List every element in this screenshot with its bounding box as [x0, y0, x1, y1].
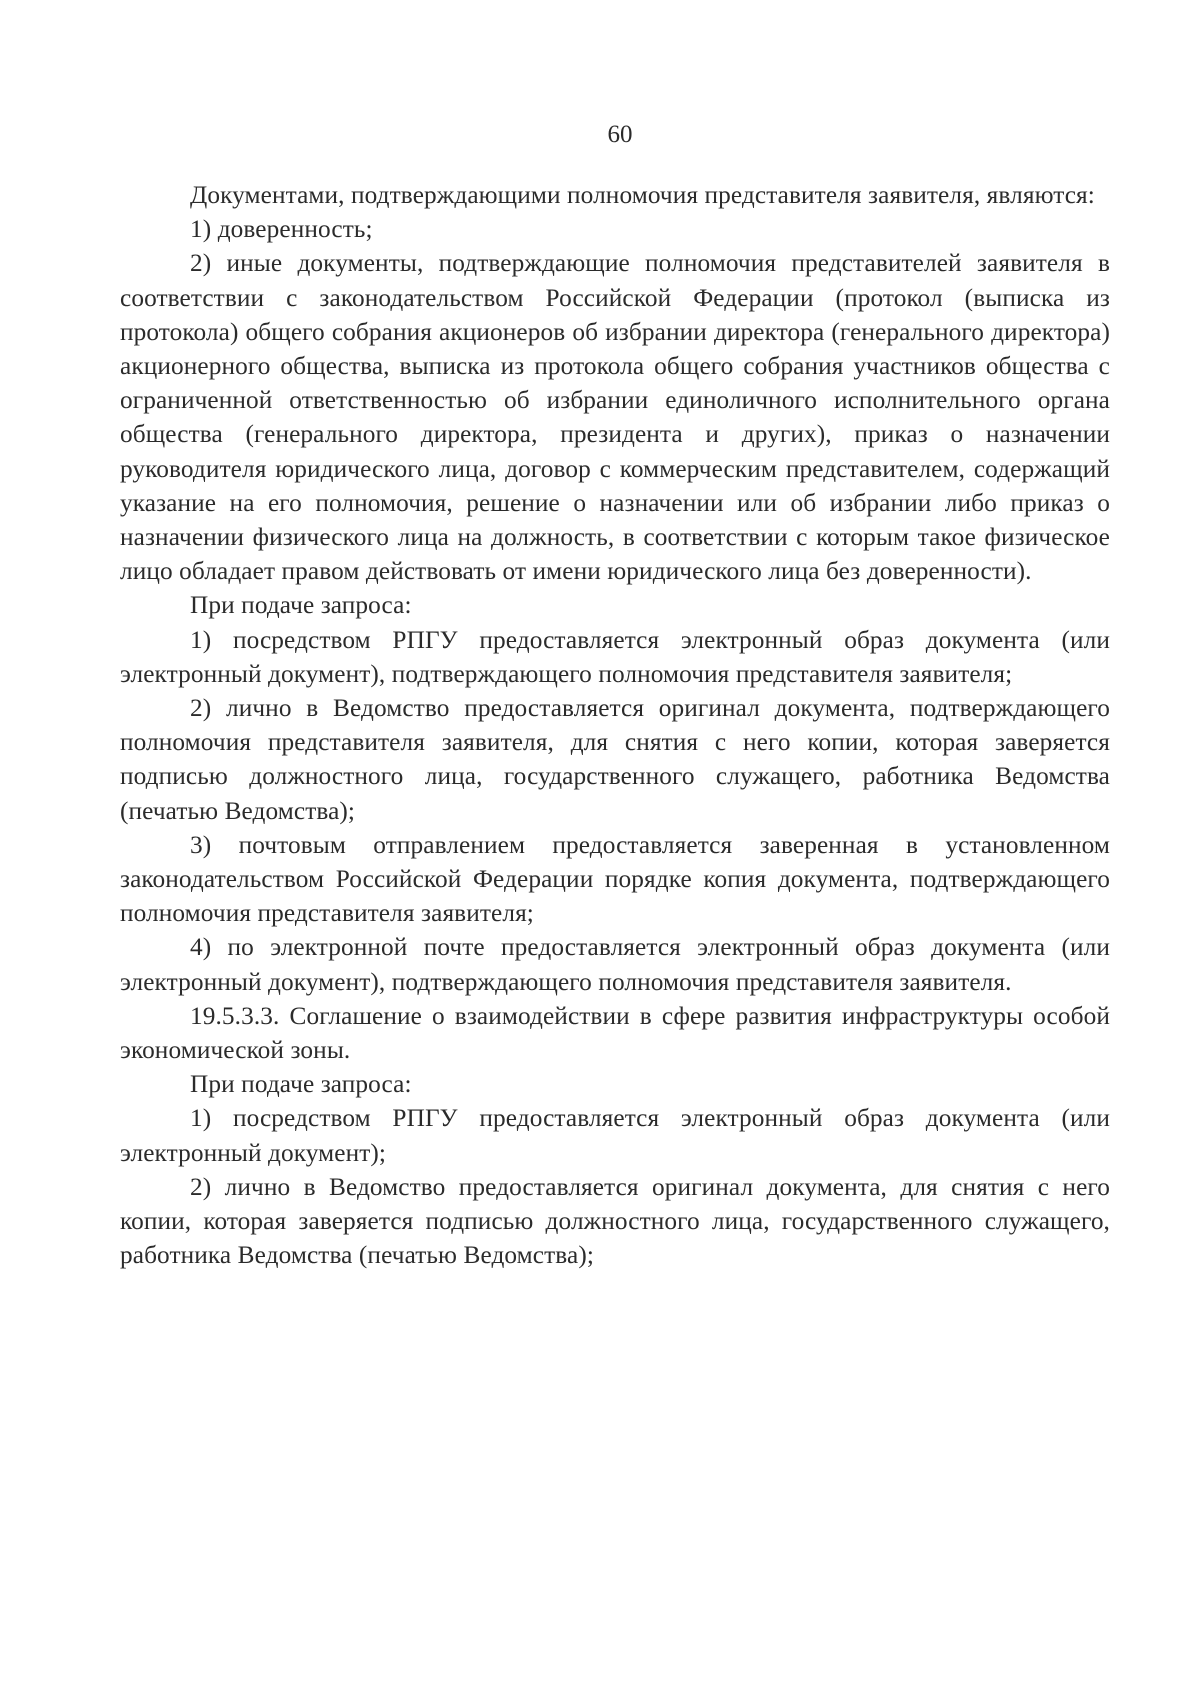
paragraph-item-postal: 3) почтовым отправлением предоставляется заверенная в установленном законодательством Российской Федерации порядке копия документа, подтверждающего полномочия представителя заявителя; [120, 830, 1110, 928]
paragraph-item-rpgu: 1) посредством РПГУ предоставляется электронный образ документа (или электронный документ), подтверждающего полномочия представителя заявителя; [120, 625, 1110, 688]
paragraph-item-in-person-2: 2) лично в Ведомство предоставляется оригинал документа, для снятия с него копии, которая заверяется подписью должностного лица, государственного служащего, работника Ведомства (печатью Ведомства); [120, 1172, 1110, 1270]
paragraph-section-19-5-3-3: 19.5.3.3. Соглашение о взаимодействии в сфере развития инфраструктуры особой экономической зоны. [120, 1001, 1110, 1065]
paragraph-intro: Документами, подтверждающими полномочия представителя заявителя, являются: [190, 181, 1095, 209]
paragraph-submission-heading-2: При подаче запроса: [190, 1070, 412, 1099]
paragraph-item-in-person: 2) лично в Ведомство предоставляется оригинал документа, подтверждающего полномочия представителя заявителя, для снятия с него копии, которая заверяется подписью должностного лица, государственного служащего, работника Ведомства (печатью Ведомства); [120, 694, 1110, 825]
document-body [120, 178, 1110, 1273]
paragraph-item-email: 4) по электронной почте предоставляется электронный образ документа (или электронный документ), подтверждающего полномочия представителя заявителя. [120, 933, 1110, 996]
paragraph-item-other-documents: 2) иные документы, подтверждающие полномочия представителей заявителя в соответствии с законодательством Российской Федерации (протокол (выписка из протокола) общего собрания акционеров об избрании директора (генерального директора) акционерного общества, выписка из протокола общего собрания участников общества с ограниченной ответственностью об избрании единоличного исполнительного органа общества (генерального директора, президента и других), приказ о назначении руководителя юридического лица, договор с коммерческим представителем, содержащий указание на его полномочия, решение о назначении или об избрании либо приказ о назначении физического лица на должность, в соответствии с которым такое физическое лицо обладает правом действовать от имени юридического лица без доверенности). [120, 249, 1110, 586]
paragraph-item-rpgu-2: 1) посредством РПГУ предоставляется электронный образ документа (или электронный документ); [120, 1104, 1110, 1167]
paragraph-submission-heading: При подаче запроса: [190, 591, 412, 620]
paragraph-item-power-of-attorney: 1) доверенность; [190, 215, 373, 244]
page-number: 60 [607, 121, 633, 148]
